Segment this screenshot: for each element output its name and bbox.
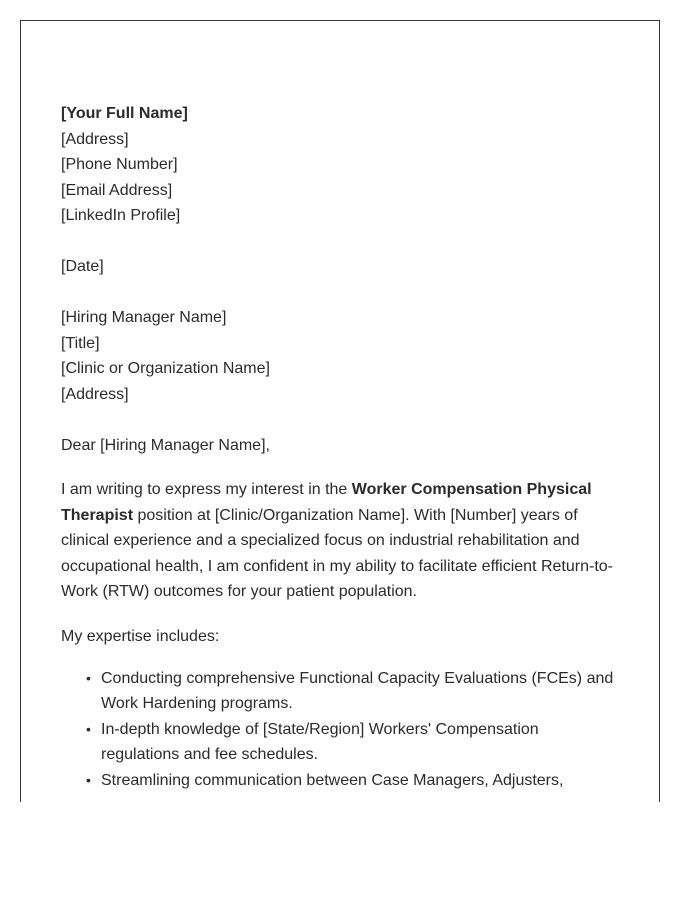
spacer <box>61 280 621 306</box>
letter-body <box>61 101 621 794</box>
spacer <box>61 229 621 255</box>
intro-paragraph <box>61 477 621 605</box>
sender-block <box>61 101 621 229</box>
sender-email: [Email Address] <box>61 181 173 199</box>
bullet-icon: • <box>86 669 91 686</box>
list-item-text: Conducting comprehensive Functional Capacity Evaluations (FCEs) and Work Hardening programs. <box>101 669 614 713</box>
spacer <box>61 407 621 433</box>
intro-text-before: I am writing to express my interest in the <box>61 481 352 498</box>
list-item <box>86 666 621 717</box>
job-title-bold: Worker Compensation Physical Therapist <box>61 481 592 524</box>
list-item <box>86 717 621 768</box>
sender-address: [Address] <box>61 130 129 148</box>
document-page <box>20 20 660 802</box>
sender-phone: [Phone Number] <box>61 156 178 173</box>
salutation: Dear [Hiring Manager Name], <box>61 436 270 454</box>
intro-text-after: position at [Clinic/Organization Name]. With [Number] years of clinical experience and a specialized focus on industrial rehabilitation and occupational health, I am confident in my ability to facilitate efficient Return-to-Work (RTW) outcomes for your patient population. <box>61 506 613 601</box>
recipient-title: [Title] <box>61 334 100 352</box>
recipient-organization: [Clinic or Organization Name] <box>61 360 270 377</box>
bullet-icon: • <box>86 720 91 737</box>
sender-name: [Your Full Name] <box>61 105 188 122</box>
recipient-name: [Hiring Manager Name] <box>61 309 227 326</box>
list-item-text: In-depth knowledge of [State/Region] Workers' Compensation regulations and fee schedules. <box>101 720 539 764</box>
list-item <box>86 768 621 794</box>
recipient-address: [Address] <box>61 385 129 403</box>
bullet-icon: • <box>86 771 91 788</box>
expertise-list <box>61 666 621 794</box>
sender-linkedin: [LinkedIn Profile] <box>61 207 181 224</box>
recipient-block <box>61 305 621 407</box>
letter-date: [Date] <box>61 258 104 275</box>
expertise-intro: My expertise includes: <box>61 627 220 645</box>
list-item-text: Streamlining communication between Case Managers, Adjusters, <box>101 771 564 789</box>
